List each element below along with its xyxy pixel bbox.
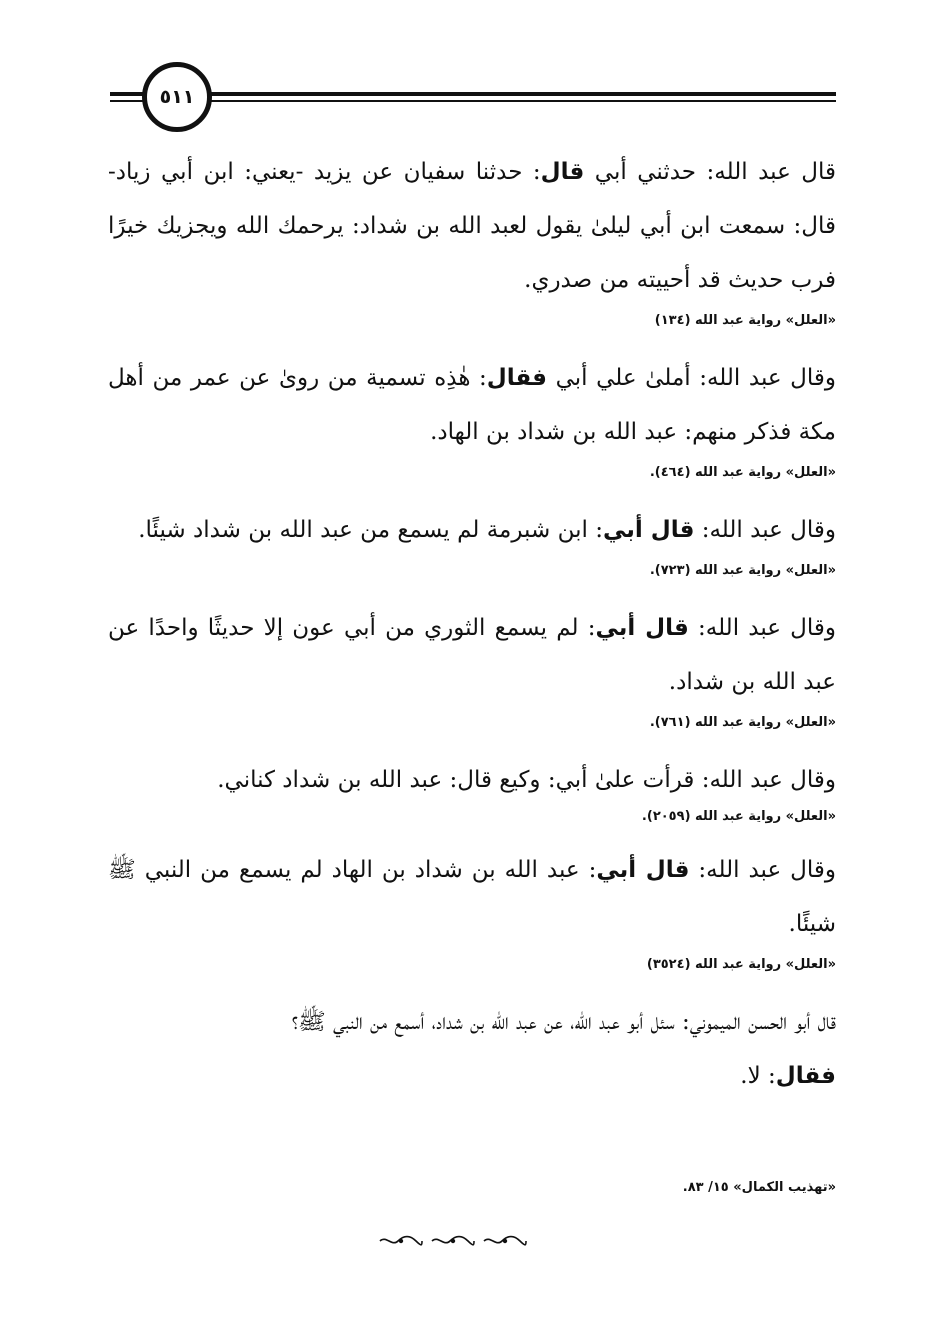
- entry-1-text-b: : حدثنا سفيان عن يزيد -يعني: ابن أبي زياد- قال: سمعت ابن أبي ليلىٰ يقول لعبد الله بن شداد: يرحمك الله ويجزيك خيرًا فرب حديث قد أحييته من صدري.: [108, 159, 836, 293]
- entry-3-keyword: قال أبي: [602, 517, 695, 543]
- entry-3-text: [108, 503, 836, 557]
- final-source: «تهذيب الكمال» ١٥/ ٨٣.: [682, 1180, 836, 1195]
- entry-4-text: [108, 601, 836, 709]
- final-answer-text: : لا.: [740, 1063, 776, 1089]
- entry-4-text-a: وقال عبد الله:: [688, 615, 836, 641]
- entry-2-source: «العلل» رواية عبد الله (٤٦٤).: [649, 465, 836, 480]
- page-number: ٥١١: [159, 86, 195, 108]
- entry-4-text-b: : لم يسمع الثوري من أبي عون إلا حديثًا واحدًا عن عبد الله بن شداد.: [108, 615, 836, 695]
- entry-2-keyword: فقال: [486, 365, 547, 391]
- entry-4-source: «العلل» رواية عبد الله (٧٦١).: [649, 715, 836, 730]
- entry-6-text: [108, 843, 836, 951]
- entry-6-text-b: : عبد الله بن شداد بن الهاد لم يسمع من النبي ﷺ شيئًا.: [108, 857, 836, 937]
- entry-5-text-a: وقال عبد الله: قرأت علىٰ أبي: وكيع قال: عبد الله بن شداد كناني.: [217, 767, 836, 793]
- entry-1-source: «العلل» رواية عبد الله (١٣٤): [654, 313, 836, 328]
- header-rule-thin: [110, 100, 836, 102]
- entry-3-source: «العلل» رواية عبد الله (٧٢٣).: [649, 563, 836, 578]
- entry-5-source: «العلل» رواية عبد الله (٢٠٥٩).: [641, 809, 836, 824]
- entry-6-keyword: قال أبي: [596, 857, 690, 883]
- page-number-badge: [142, 62, 212, 132]
- ornament-flourish-icon: [482, 1234, 528, 1248]
- entry-3-text-a: وقال عبد الله:: [694, 517, 836, 543]
- page-body: [108, 145, 836, 1103]
- entry-3-text-b: : ابن شبرمة لم يسمع من عبد الله بن شداد شيئًا.: [138, 517, 603, 543]
- ornament-divider: [378, 1230, 528, 1252]
- entry-1-keyword: قال: [540, 159, 585, 185]
- final-answer-keyword: فقال: [775, 1063, 836, 1089]
- final-answer: [108, 1049, 836, 1103]
- entry-6-source: «العلل» رواية عبد الله (٣٥٢٤): [646, 957, 836, 972]
- ornament-flourish-icon: [378, 1234, 424, 1248]
- entry-5-text: [108, 753, 836, 807]
- entry-6-text-a: وقال عبد الله:: [689, 857, 836, 883]
- final-question: قال أبو الحسن الميموني: سئل أبو عبد الله، عن عبد الله بن شداد، أسمع من النبي ﷺ؟: [291, 1009, 836, 1035]
- entry-2-text-b: : هٰذِه تسمية من روىٰ عن عمر من أهل مكة فذكر منهم: عبد الله بن شداد بن الهاد.: [108, 365, 836, 445]
- header-rule-thick: [110, 92, 836, 96]
- entry-4-keyword: قال أبي: [595, 615, 689, 641]
- entry-2-text: [108, 351, 836, 459]
- page-header: [110, 62, 836, 142]
- entry-1-text-a: قال عبد الله: حدثني أبي: [584, 159, 836, 185]
- ornament-flourish-icon: [430, 1234, 476, 1248]
- entry-2-text-a: وقال عبد الله: أملىٰ علي أبي: [547, 365, 837, 391]
- entry-1-text: [108, 145, 836, 307]
